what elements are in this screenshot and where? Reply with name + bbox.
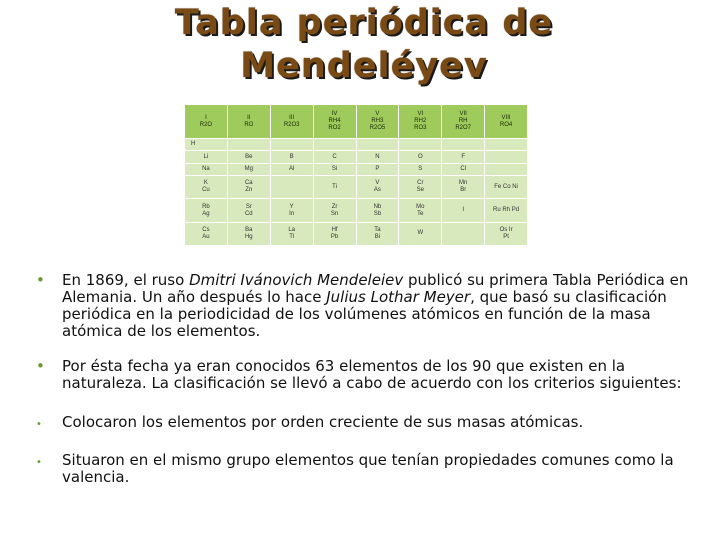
table-cell (399, 222, 442, 245)
header-cell-line: R2O (199, 121, 213, 128)
table-cell (270, 151, 313, 163)
cell-line: Pb (330, 233, 339, 240)
cell-line: Zn (245, 187, 253, 194)
paragraph-1-text: En 1869, el ruso (62, 271, 190, 289)
list-item (36, 452, 698, 486)
cell-line: Mg (244, 166, 253, 173)
table-cell (399, 139, 442, 151)
cell-line: Ba (245, 226, 253, 233)
cell-line: Al (289, 166, 295, 173)
cell-line: Sb (373, 210, 382, 217)
table-header-cell (485, 105, 528, 139)
table-cell (399, 176, 442, 199)
table-row (185, 199, 528, 222)
cell-line: B (289, 153, 294, 160)
page-title (0, 2, 728, 88)
table-cell (442, 176, 485, 199)
table-cell (399, 163, 442, 175)
header-cell-line: RH4 (328, 118, 341, 125)
table-row (185, 176, 528, 199)
header-cell-line: RO4 (499, 121, 513, 128)
header-cell-line: RH3 (371, 118, 384, 125)
cell-line: Ta (374, 226, 381, 233)
cell-line: Br (460, 187, 467, 194)
table-cell (356, 139, 399, 151)
table-header-cell (442, 105, 485, 139)
table-header-row (185, 105, 528, 139)
cell-line: I (462, 207, 465, 214)
header-cell-line: RO (244, 121, 254, 128)
cell-line: F (461, 153, 466, 160)
table-cell (270, 163, 313, 175)
table-cell (485, 151, 528, 163)
cell-line: Nb (373, 203, 382, 210)
table-cell (399, 151, 442, 163)
paragraph-1-text: , que basó su clasificación periódica en la periodicidad de los volúmenes atómicos en función de la masa atómica de los elementos. (62, 288, 667, 340)
header-cell-line: VIII (501, 114, 511, 121)
table-cell (313, 199, 356, 222)
table-cell (227, 199, 270, 222)
header-cell-line: RH2 (414, 118, 427, 125)
list-item (36, 414, 698, 431)
table-cell (227, 163, 270, 175)
cell-line: S (418, 166, 423, 173)
bullet-icon: • (36, 271, 45, 289)
cell-line: Li (203, 153, 209, 160)
table-cell (185, 199, 228, 222)
header-cell-line: RO2 (328, 125, 341, 132)
cell-line: C (332, 153, 337, 160)
cell-line: As (373, 187, 381, 194)
table-cell (185, 151, 228, 163)
table-row (185, 222, 528, 245)
cell-line: Ag (202, 210, 210, 217)
cell-line: Os Ir (499, 226, 513, 233)
table-cell (227, 222, 270, 245)
cell-line: La (288, 226, 296, 233)
table-cell (185, 176, 228, 199)
cell-line: Cl (460, 166, 467, 173)
table-cell (227, 151, 270, 163)
header-cell-line: VI (417, 111, 424, 118)
table-header-cell (227, 105, 270, 139)
table-cell (313, 176, 356, 199)
table-cell (485, 139, 528, 151)
paragraph-1-name-mendeleiev: Dmitri Ivánovich Mendeleiev (189, 271, 404, 289)
cell-line: K (203, 180, 208, 187)
table-cell (356, 199, 399, 222)
paragraph-1 (62, 271, 688, 340)
cell-line: Be (245, 153, 253, 160)
cell-line: Rb (202, 203, 210, 210)
table-cell (485, 163, 528, 175)
header-cell-line: IV (331, 111, 338, 118)
content-text (36, 272, 698, 486)
table-cell (356, 222, 399, 245)
header-cell-line: R2O7 (455, 125, 472, 132)
cell-line: Se (416, 187, 424, 194)
table-cell (356, 151, 399, 163)
cell-line: Fe Co Ni (494, 183, 518, 190)
cell-line: Cr (417, 180, 424, 187)
table-cell (485, 199, 528, 222)
table-row (185, 163, 528, 175)
list-item (36, 272, 698, 340)
table-cell (442, 199, 485, 222)
header-cell-line: RH (458, 118, 468, 125)
cell-line: Hf (331, 226, 338, 233)
cell-line: Si (331, 166, 338, 173)
cell-line: Na (202, 166, 210, 173)
bullet-icon: • (36, 419, 42, 430)
cell-line: Mn (459, 180, 468, 187)
cell-line: Y (289, 203, 294, 210)
mendeleev-table (184, 104, 528, 246)
cell-line: Cd (244, 210, 253, 217)
table-cell (356, 176, 399, 199)
cell-line: Au (202, 233, 210, 240)
cell-line: Hg (244, 233, 253, 240)
cell-line: Ca (244, 180, 253, 187)
table-cell (185, 163, 228, 175)
list-item (36, 358, 698, 392)
table-cell (313, 151, 356, 163)
table-cell (313, 139, 356, 151)
table-cell (270, 222, 313, 245)
table-cell (485, 222, 528, 245)
table-header-cell (185, 105, 228, 139)
header-cell-line: VII (459, 111, 467, 118)
cell-line: O (417, 153, 423, 160)
cell-line: Tl (289, 233, 295, 240)
table-cell (442, 139, 485, 151)
cell-line: N (375, 153, 380, 160)
header-cell-line: III (289, 114, 295, 121)
table-header-cell (270, 105, 313, 139)
cell-line: Bi (374, 233, 381, 240)
cell-line: Sn (330, 210, 339, 217)
header-cell-line: I (205, 114, 207, 121)
table-cell (185, 222, 228, 245)
paragraph-3: Colocaron los elementos por orden creciente de sus masas atómicas. (62, 413, 584, 431)
table-cell (313, 163, 356, 175)
table-cell (399, 199, 442, 222)
header-cell-line: R2O3 (283, 121, 300, 128)
cell-line: Mo (416, 203, 425, 210)
cell-line: H (191, 141, 196, 148)
header-cell-line: R2O5 (369, 125, 386, 132)
title-line-1: Tabla periódica de (174, 3, 554, 43)
title-line-2: Mendeléyev (240, 46, 488, 86)
table-cell (356, 163, 399, 175)
cell-line: W (417, 230, 424, 237)
table-cell (270, 139, 313, 151)
table-header-cell (399, 105, 442, 139)
table-cell (185, 139, 228, 151)
cell-line: Cu (202, 187, 210, 194)
table-cell (442, 222, 485, 245)
table-row (185, 139, 528, 151)
cell-line: In (289, 210, 295, 217)
paragraph-1-text: publicó su primera Tabla Periódica en Alemania. Un año después lo hace (62, 271, 689, 306)
table-cell (227, 139, 270, 151)
table-cell (442, 151, 485, 163)
table-cell (270, 176, 313, 199)
paragraph-4: Situaron en el mismo grupo elementos que tenían propiedades comunes como la valencia. (62, 451, 674, 486)
table-cell (485, 176, 528, 199)
table-cell (227, 176, 270, 199)
bullet-icon: • (36, 357, 45, 375)
table-header-cell (313, 105, 356, 139)
cell-line: Ru Rh Pd (493, 207, 520, 214)
table-cell (313, 222, 356, 245)
cell-line: Zr (331, 203, 338, 210)
cell-line: V (375, 180, 380, 187)
table-cell (270, 199, 313, 222)
cell-line: Pt (503, 233, 509, 240)
header-cell-line: V (375, 111, 380, 118)
cell-line: Ti (332, 183, 337, 190)
cell-line: Sr (245, 203, 252, 210)
cell-line: P (375, 166, 380, 173)
header-cell-line: RO3 (414, 125, 427, 132)
header-cell-line: II (247, 114, 251, 121)
table-cell (442, 163, 485, 175)
bullet-icon: • (36, 457, 42, 468)
table-header-cell (356, 105, 399, 139)
table-row (185, 151, 528, 163)
paragraph-1-name-meyer: Julius Lothar Meyer (326, 288, 471, 306)
cell-line: Te (417, 210, 424, 217)
cell-line: Cs (202, 226, 210, 233)
paragraph-2: Por ésta fecha ya eran conocidos 63 elementos de los 90 que existen en la naturaleza. La clasificación se llevó a cabo de acuerdo con los criterios siguientes: (62, 357, 682, 392)
